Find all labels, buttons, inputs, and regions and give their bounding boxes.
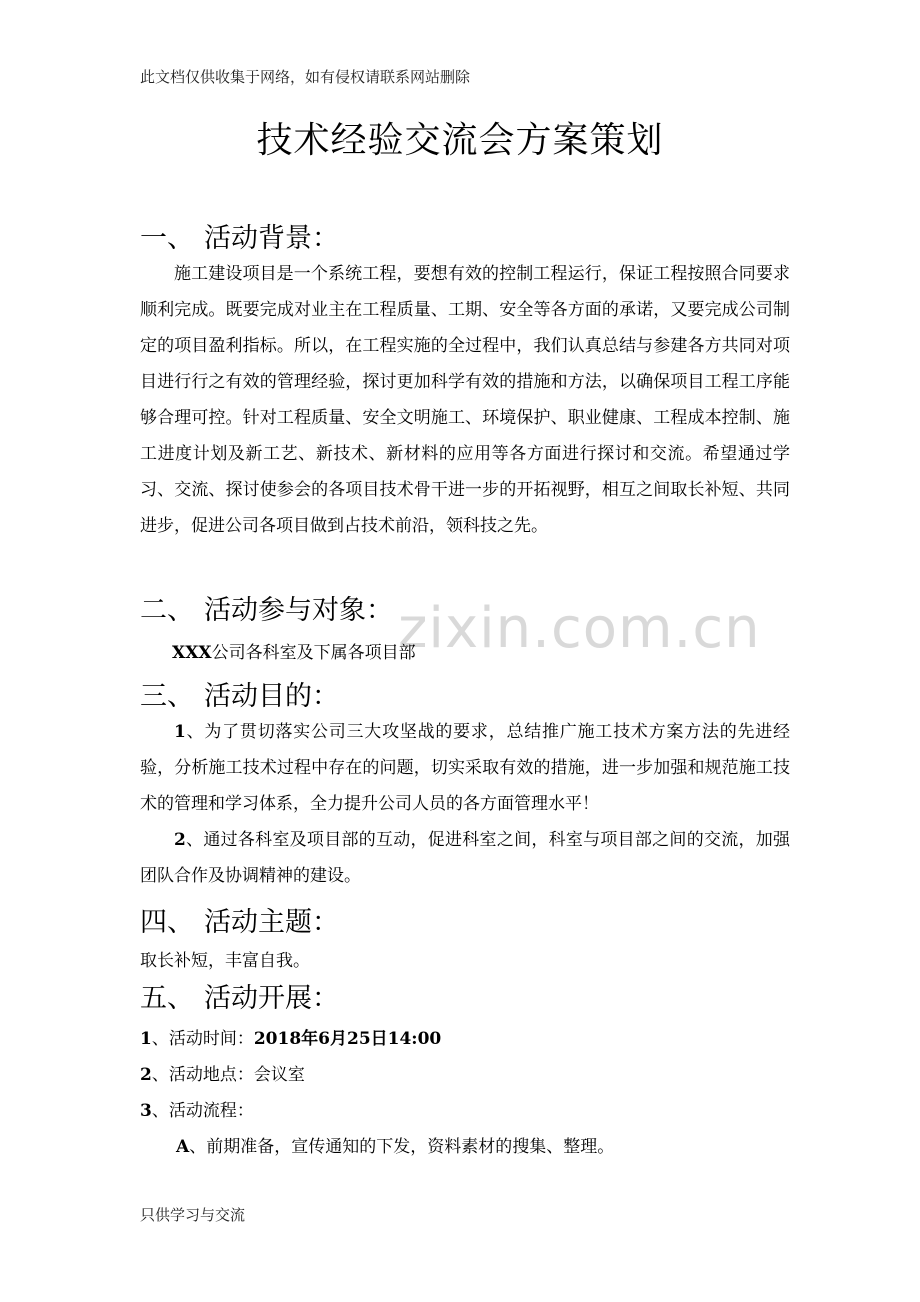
execution-item-location <box>140 1060 305 1085</box>
purpose-item-2-text: 、通过各科室及项目部的互动，促进科室之间，科室与项目部之间的交流，加强团队合作及协调精神的建设。 <box>140 830 790 886</box>
section-title: 活动开展： <box>204 983 339 1014</box>
participants-line <box>172 638 416 663</box>
section-title: 活动参与对象： <box>204 595 393 626</box>
document-title: 技术经验交流会方案策划 <box>256 120 664 161</box>
header-disclaimer: 此文档仅供收集于网络，如有侵权请联系网站删除 <box>140 68 471 86</box>
subitem-text: 、前期准备，宣传通知的下发，资料素材的搜集、整理。 <box>189 1137 615 1157</box>
subitem-letter: A <box>176 1137 190 1157</box>
purpose-item-1-text: 、为了贯切落实公司三大攻坚战的要求，总结推广施工技术方案方法的先进经验，分析施工技术过程中存在的问题，切实采取有效的措施，进一步加强和规范施工技术的管理和学习体系，全力提升公司人员的各方面管理水平！ <box>140 722 790 814</box>
section-title: 活动主题： <box>204 907 339 938</box>
purpose-item-1 <box>140 714 790 822</box>
background-paragraph: 施工建设项目是一个系统工程，要想有效的控制工程运行，保证工程按照合同要求顺利完成。既要完成对业主在工程质量、工期、安全等各方面的承诺，又要完成公司制定的项目盈利指标。所以，在工程实施的全过程中，我们认真总结与参建各方共同对项目进行行之有效的管理经验，探讨更加科学有效的措施和方法，以确保项目工程工序能够合理可控。针对工程质量、安全文明施工、环境保护、职业健康、工程成本控制、施工进度计划及新工艺、新技术、新材料的应用等各方面进行探讨和交流。希望通过学习、交流、探讨使参会的各项目技术骨干进一步的开拓视野，相互之间取长补短、共同进步，促进公司各项目做到占技术前沿，领科技之先。 <box>140 264 790 536</box>
footer-note: 只供学习与交流 <box>140 1206 246 1224</box>
execution-item-label: 、活动时间： <box>151 1029 254 1049</box>
execution-subitem-a <box>176 1132 614 1157</box>
section-heading-purpose <box>140 674 339 713</box>
execution-item-number: 2 <box>140 1065 152 1085</box>
purpose-item-2-number: 2 <box>174 830 186 850</box>
execution-item-number: 3 <box>140 1101 152 1121</box>
purpose-item-2 <box>140 822 790 894</box>
section-number: 四、 <box>140 907 194 938</box>
theme-line: 取长补短，丰富自我。 <box>140 951 310 971</box>
execution-time-value: 2018年6月25日14:00 <box>253 1029 442 1049</box>
section-heading-execution <box>140 976 339 1015</box>
watermark-text: zixin.com.cn <box>398 596 761 661</box>
execution-item-text: 、活动流程： <box>151 1101 254 1121</box>
purpose-item-1-number: 1 <box>174 722 186 742</box>
section-heading-theme <box>140 900 339 939</box>
execution-item-text: 、活动地点：会议室 <box>151 1065 305 1085</box>
execution-item-process <box>140 1096 254 1121</box>
section-heading-background <box>140 216 339 255</box>
execution-item-number: 1 <box>140 1029 152 1049</box>
participants-prefix: XXX <box>172 643 212 663</box>
section-title: 活动目的： <box>204 681 339 712</box>
section-heading-participants <box>140 588 393 627</box>
section-number: 三、 <box>140 681 194 712</box>
section-number: 五、 <box>140 983 194 1014</box>
participants-text: 公司各科室及下属各项目部 <box>211 643 416 663</box>
section-title: 活动背景： <box>204 223 339 254</box>
section-number: 一、 <box>140 223 194 254</box>
section-number: 二、 <box>140 595 194 626</box>
execution-item-time <box>140 1024 441 1049</box>
